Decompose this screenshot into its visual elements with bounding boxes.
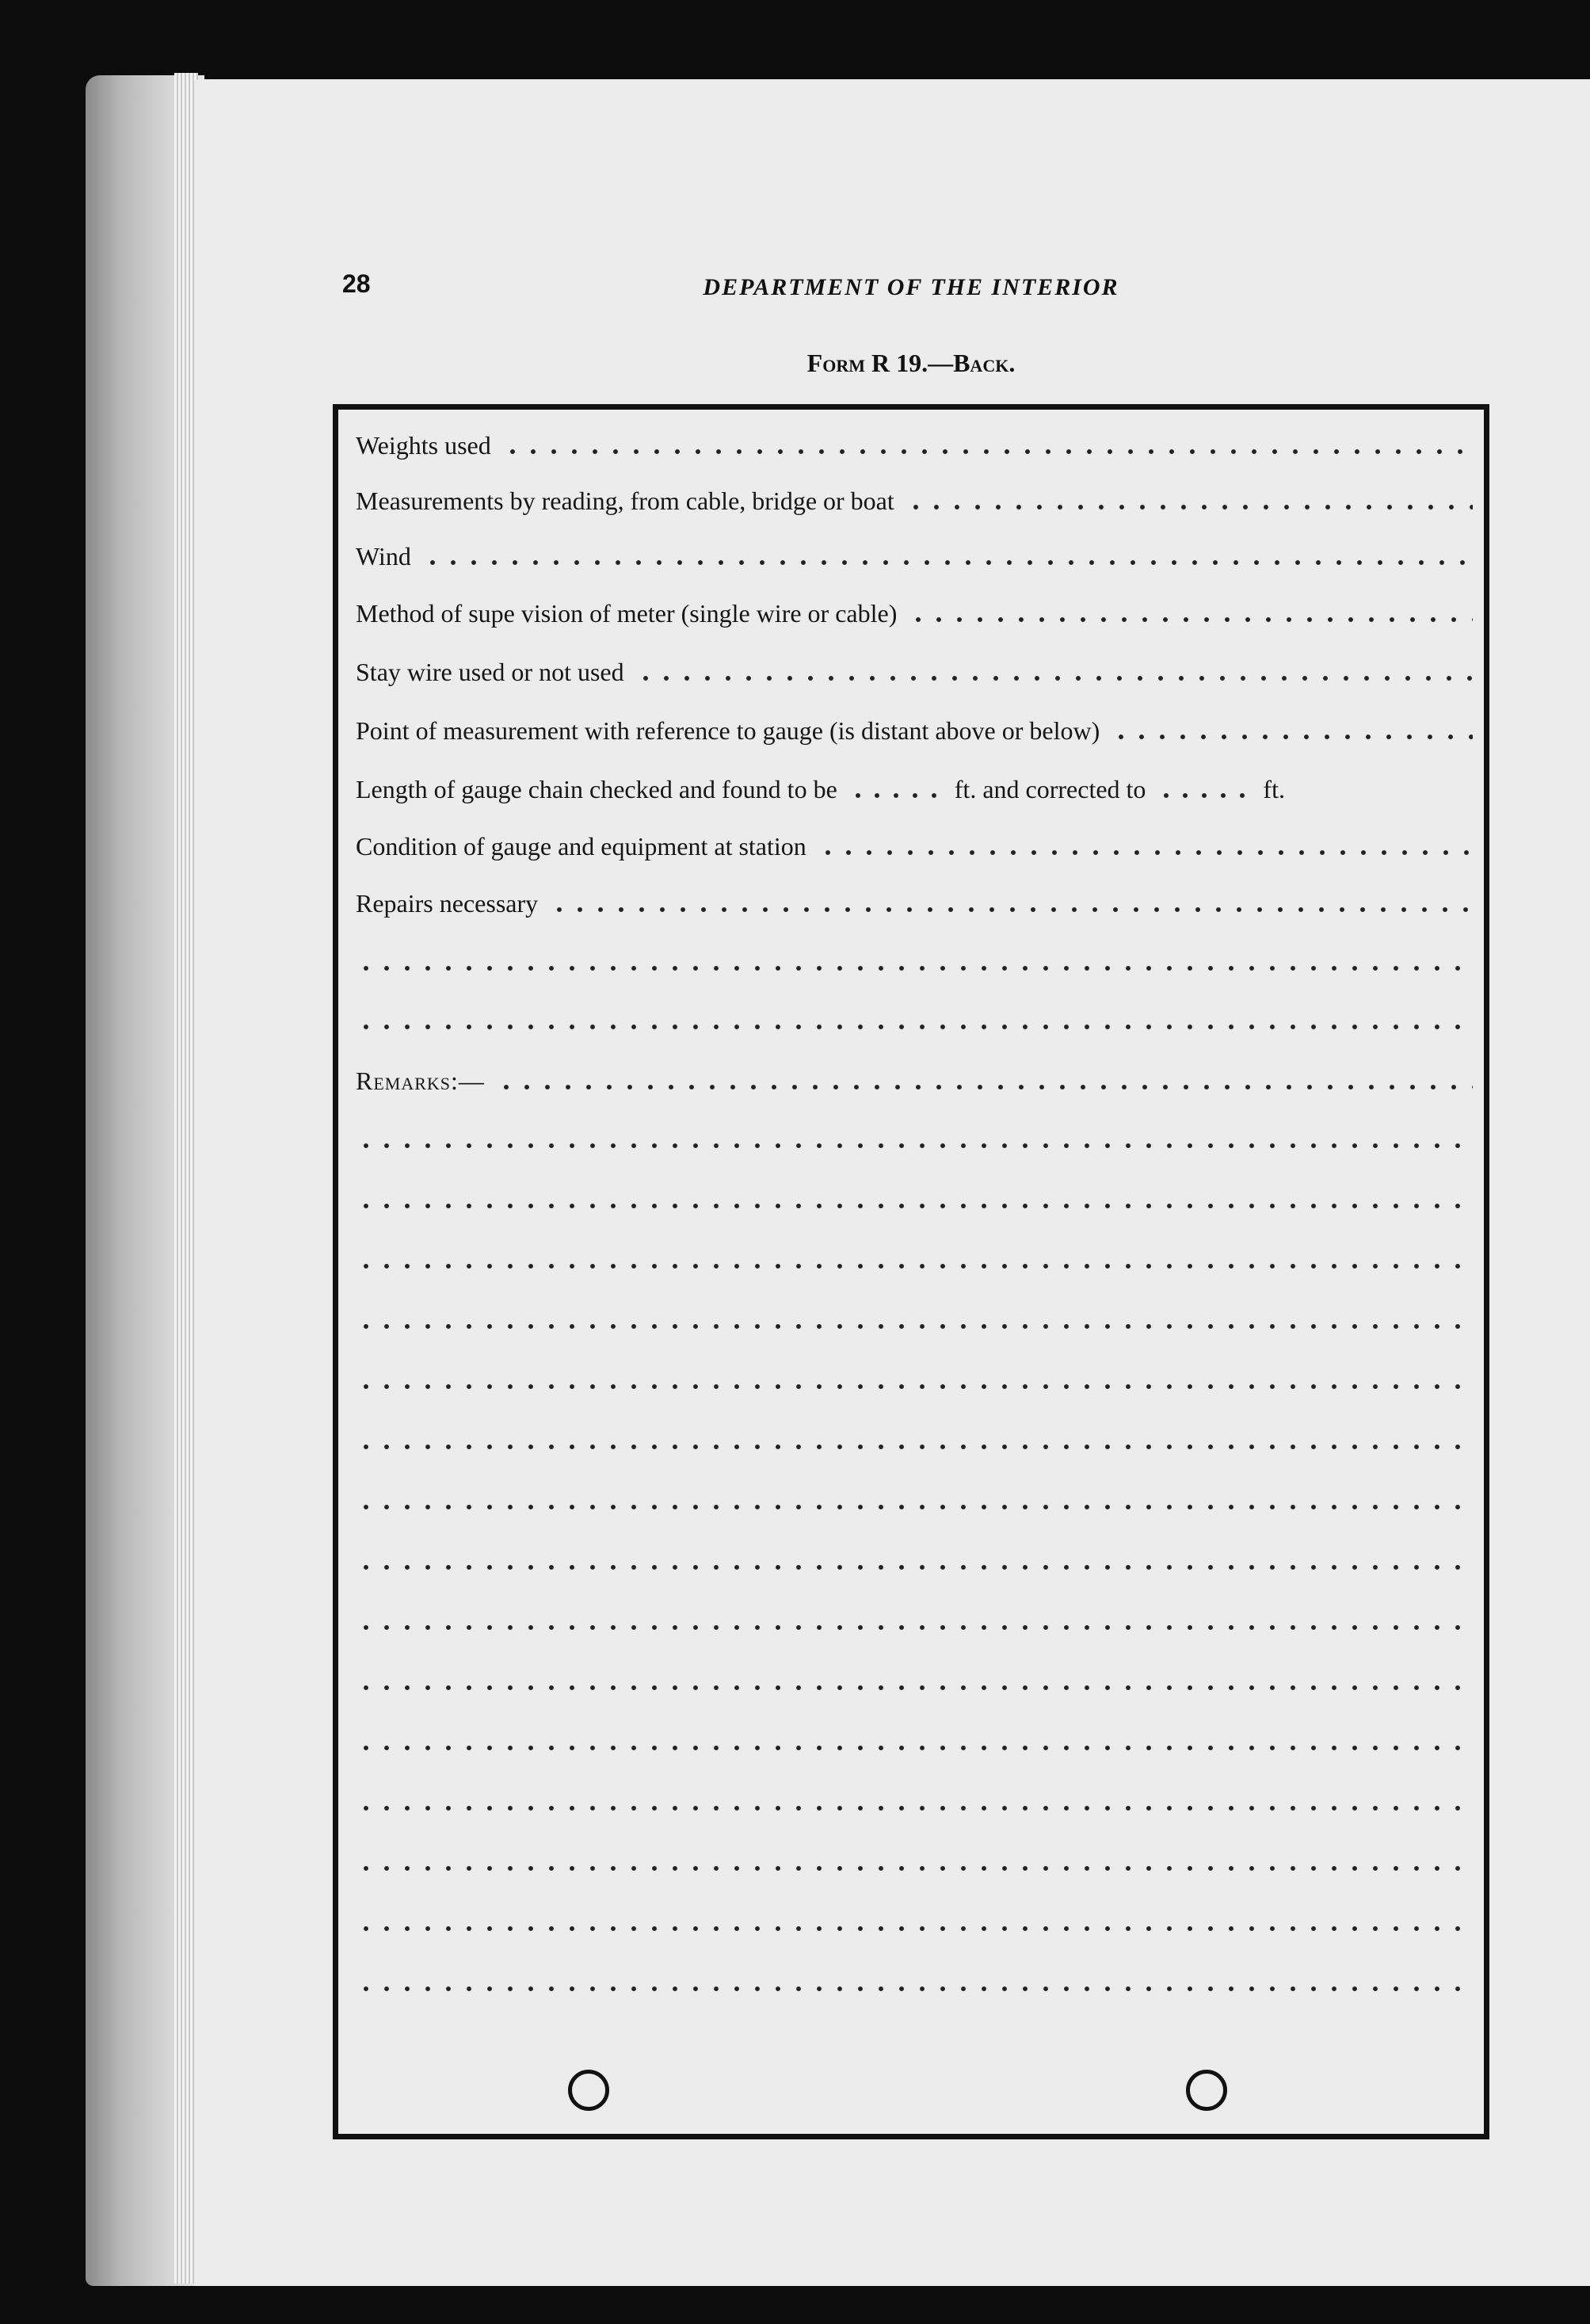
remarks-label: Remarks:— xyxy=(356,1067,485,1095)
remarks-line[interactable] xyxy=(356,1662,1473,1696)
blank-line[interactable] xyxy=(356,942,1473,977)
dotted-leader xyxy=(356,1264,1473,1269)
dotted-leader xyxy=(635,676,1473,681)
remarks-line[interactable] xyxy=(356,1842,1473,1877)
remarks-line[interactable] xyxy=(356,1782,1473,1817)
dotted-leader xyxy=(356,1986,1473,1991)
remarks-line[interactable] xyxy=(356,1601,1473,1636)
dotted-leader xyxy=(356,1444,1473,1449)
field-measurements[interactable] xyxy=(356,481,1473,516)
dotted-leader xyxy=(356,1025,1473,1029)
form-title: Form R 19.—Back. xyxy=(806,349,1016,377)
remarks-line[interactable] xyxy=(356,1421,1473,1456)
blank-line[interactable] xyxy=(356,1001,1473,1036)
remarks-line[interactable] xyxy=(356,1963,1473,1998)
field-repairs-necessary[interactable] xyxy=(356,883,1473,918)
dotted-leader xyxy=(1111,735,1473,739)
remarks-line[interactable] xyxy=(356,1300,1473,1335)
remarks-line[interactable] xyxy=(356,1722,1473,1757)
dotted-leader xyxy=(356,1384,1473,1389)
dotted-leader xyxy=(356,1625,1473,1630)
dotted-leader xyxy=(356,1204,1473,1208)
field-label: Method of supe vision of meter (single wire or cable) xyxy=(356,599,898,628)
remarks-line[interactable] xyxy=(356,1120,1473,1154)
field-method-of-supervision[interactable] xyxy=(356,593,1473,628)
dotted-leader xyxy=(356,1143,1473,1148)
dotted-leader xyxy=(356,1926,1473,1931)
field-remarks[interactable] xyxy=(356,1061,1473,1096)
dotted-leader xyxy=(906,505,1473,509)
punch-hole-right xyxy=(1186,2070,1227,2111)
field-label-end: ft. xyxy=(1263,775,1285,803)
dotted-leader xyxy=(908,617,1473,622)
remarks-line[interactable] xyxy=(356,1481,1473,1516)
dotted-leader xyxy=(356,1505,1473,1509)
remarks-line[interactable] xyxy=(356,1180,1473,1215)
field-label: Point of measurement with reference to gauge (is distant above or below) xyxy=(356,716,1100,745)
dotted-leader xyxy=(496,1085,1473,1089)
dotted-leader xyxy=(422,560,1473,565)
page-number: 28 xyxy=(342,269,371,298)
dotted-leader xyxy=(848,793,944,798)
remarks-line[interactable] xyxy=(356,1541,1473,1576)
field-label: Stay wire used or not used xyxy=(356,658,624,686)
field-label-middle: ft. and corrected to xyxy=(954,775,1146,803)
field-weights-used[interactable] xyxy=(356,425,1473,460)
dotted-leader xyxy=(356,966,1473,971)
field-label: Weights used xyxy=(356,431,491,460)
field-label: Condition of gauge and equipment at station xyxy=(356,832,806,861)
remarks-line[interactable] xyxy=(356,1240,1473,1275)
field-label: Measurements by reading, from cable, bridge or boat xyxy=(356,487,894,515)
remarks-line[interactable] xyxy=(356,1360,1473,1395)
punch-hole-left xyxy=(568,2070,609,2111)
remarks-line[interactable] xyxy=(356,1902,1473,1937)
dotted-leader xyxy=(1157,793,1252,798)
dotted-leader xyxy=(356,1746,1473,1750)
dotted-leader xyxy=(356,1685,1473,1690)
dotted-leader xyxy=(818,850,1473,855)
field-wind[interactable] xyxy=(356,536,1473,571)
dotted-leader xyxy=(356,1866,1473,1871)
field-label: Wind xyxy=(356,542,411,571)
dotted-leader xyxy=(356,1806,1473,1811)
dotted-leader xyxy=(356,1324,1473,1329)
dotted-leader xyxy=(549,907,1473,912)
field-condition-of-gauge[interactable] xyxy=(356,826,1473,861)
field-label: Repairs necessary xyxy=(356,889,539,918)
field-stay-wire[interactable] xyxy=(356,652,1473,687)
dotted-leader xyxy=(356,1565,1473,1570)
field-gauge-chain-length[interactable] xyxy=(356,769,1473,804)
field-point-of-measurement[interactable] xyxy=(356,711,1473,746)
form-box xyxy=(333,404,1489,2139)
field-label: Length of gauge chain checked and found to be xyxy=(356,775,837,803)
dotted-leader xyxy=(502,449,1473,454)
running-head: DEPARTMENT OF THE INTERIOR xyxy=(703,274,1119,300)
